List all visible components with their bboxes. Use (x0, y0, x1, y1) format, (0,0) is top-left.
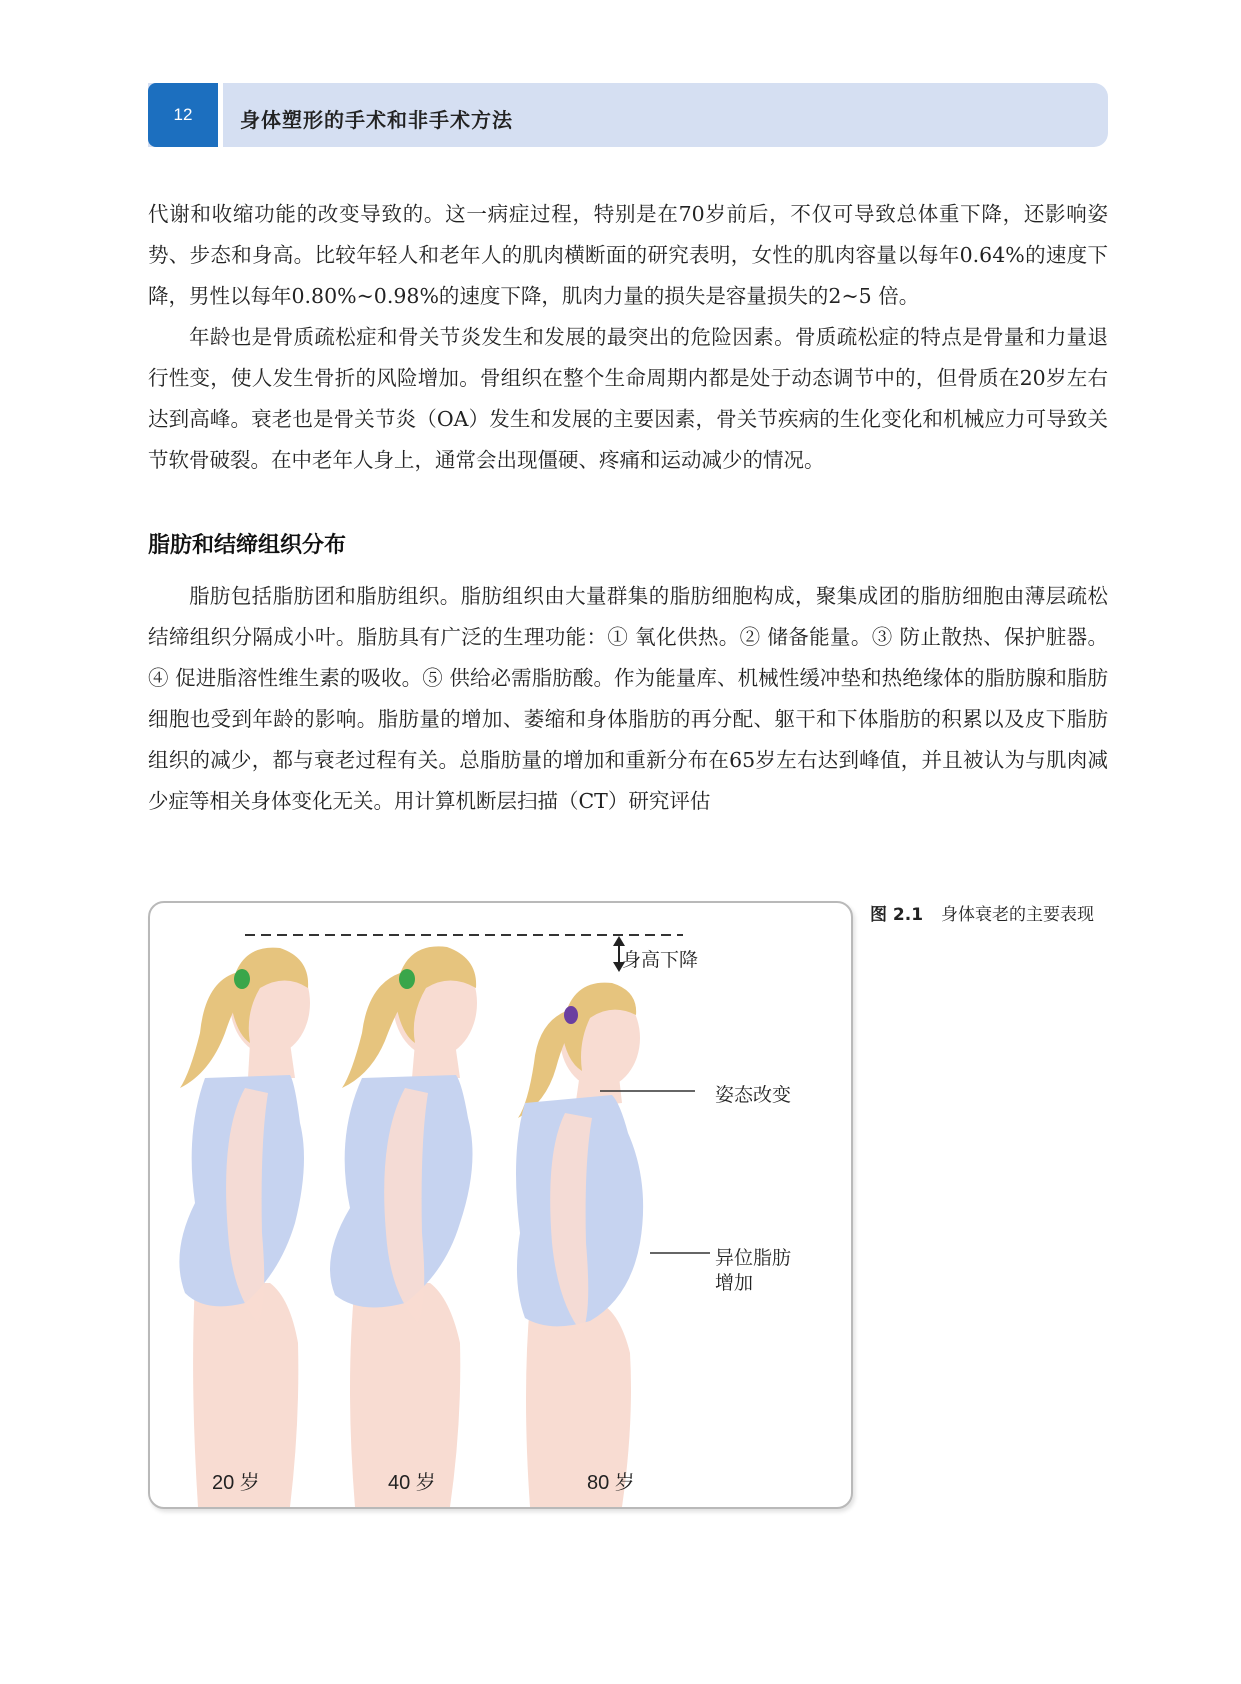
figure-aging-body (148, 901, 853, 1509)
figure-age-20 (179, 948, 310, 1507)
label-ectopic-fat-2: 增加 (715, 1272, 754, 1294)
hair-band (564, 1006, 578, 1024)
figure-caption (870, 900, 1094, 925)
label-height-loss: 身高下降 (622, 949, 699, 971)
paragraph: 代谢和收缩功能的改变导致的。这一病症过程，特别是在70岁前后，不仅可导致总体重下降，还影响姿势、步态和身高。比较年轻人和老年人的肌肉横断面的研究表明，女性的肌肉容量以每年0.64%的速度下降，男性以每年0.80%~0.98%的速度下降，肌肉力量的损失是容量损失的2~5 倍。 (148, 202, 1108, 308)
body-text-section (148, 576, 1108, 822)
page-number: 12 (148, 83, 218, 147)
running-title: 身体塑形的手术和非手术方法 (240, 108, 513, 132)
age-label-20: 20 岁 (212, 1472, 260, 1494)
section-heading: 脂肪和结缔组织分布 (148, 533, 347, 558)
body-text-top (148, 194, 1108, 481)
age-label-80: 80 岁 (587, 1472, 635, 1494)
figure-number: 图 2.1 (870, 905, 924, 925)
header-divider (218, 83, 223, 147)
figure-age-40 (330, 946, 477, 1507)
label-ectopic-fat-1: 异位脂肪 (715, 1247, 792, 1269)
label-posture-change: 姿态改变 (715, 1084, 792, 1106)
paragraph: 脂肪包括脂肪团和脂肪组织。脂肪组织由大量群集的脂肪细胞构成，聚集成团的脂肪细胞由薄层疏松结缔组织分隔成小叶。脂肪具有广泛的生理功能：① 氧化供热。② 储备能量。③ 防止散热、保护脏器。④ 促进脂溶性维生素的吸收。⑤ 供给必需脂肪酸。作为能量库、机械性缓冲垫和热绝缘体的脂肪腺和脂肪细胞也受到年龄的影响。脂肪量的增加、萎缩和身体脂肪的再分配、躯干和下体脂肪的积累以及皮下脂肪组织的减少，都与衰老过程有关。总脂肪量的增加和重新分布在65岁左右达到峰值，并且被认为与肌肉减少症等相关身体变化无关。用计算机断层扫描（CT）研究评估 (148, 584, 1108, 813)
figure-illustration (150, 903, 851, 1507)
age-label-40: 40 岁 (388, 1472, 436, 1494)
paragraph: 年龄也是骨质疏松症和骨关节炎发生和发展的最突出的危险因素。骨质疏松症的特点是骨量和力量退行性变，使人发生骨折的风险增加。骨组织在整个生命周期内都是处于动态调节中的，但骨质在20岁左右达到高峰。衰老也是骨关节炎（OA）发生和发展的主要因素，骨关节疾病的生化变化和机械应力可导致关节软骨破裂。在中老年人身上，通常会出现僵硬、疼痛和运动减少的情况。 (148, 325, 1108, 472)
figure-age-80 (516, 983, 643, 1507)
hair-band (234, 969, 250, 989)
hair-band (399, 969, 415, 989)
figure-caption-text: 身体衰老的主要表现 (941, 905, 1095, 925)
ponytail (180, 973, 245, 1088)
